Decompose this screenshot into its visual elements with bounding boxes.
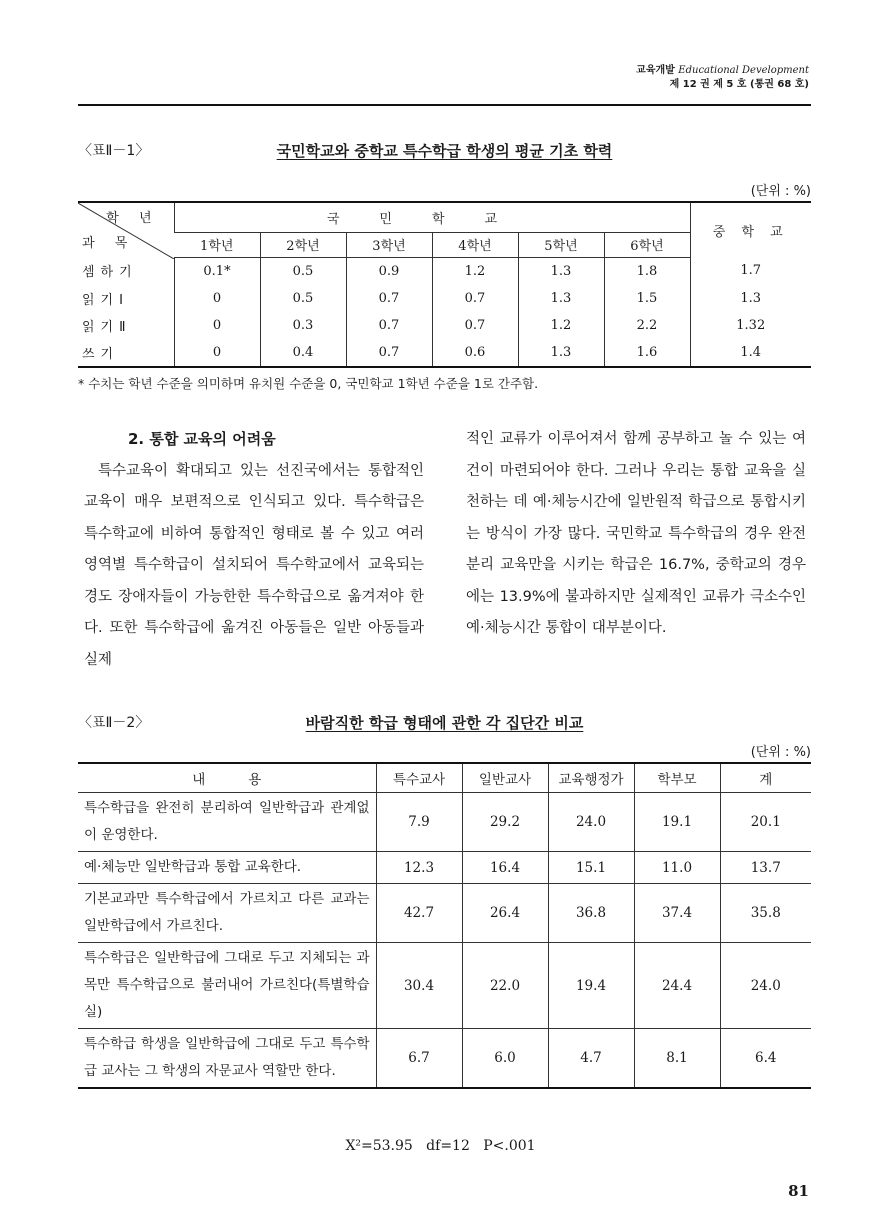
body-paragraph: 특수교육이 확대되고 있는 선진국에서는 통합적인 교육이 매우 보편적으로 인식되고 있다. 특수학급은 특수학교에 비하여 통합적인 형태로 볼 수 있고 여러 영역별 특수학급이 설치되어 특수학교에서 교육되는 경도 장애자들이 가능한한 특수학급으로 옮겨져야 한다. 또한 특수학급에 옮겨진 아동들은 일반 아동들과 실제 [84, 462, 424, 668]
journal-title-ko: 교육개발 [636, 65, 675, 76]
table2 [78, 762, 811, 1089]
table-row [78, 312, 811, 339]
running-head [509, 64, 809, 92]
value-cell: 12.3 [376, 852, 462, 884]
table-row [78, 884, 811, 943]
region-elementary-header: 국민학교 [174, 202, 690, 232]
value-cell: 0.5 [260, 285, 346, 312]
value-cell: 0 [174, 285, 260, 312]
value-cell: 37.4 [634, 884, 720, 943]
value-cell: 26.4 [462, 884, 548, 943]
corner-subject-label: 과 목 [82, 236, 136, 251]
value-cell: 4.7 [548, 1029, 634, 1089]
content-cell: 예·체능만 일반학급과 통합 교육한다. [78, 852, 376, 884]
table-row [78, 793, 811, 852]
table-row [78, 339, 811, 367]
value-cell: 1.3 [518, 339, 604, 367]
header-general-teacher: 일반교사 [462, 763, 548, 793]
grade-header: 1학년 [174, 232, 260, 257]
grade-header: 3학년 [346, 232, 432, 257]
table2-unit: (단위 : %) [750, 745, 811, 760]
value-cell: 1.32 [690, 312, 811, 339]
value-cell: 0.3 [260, 312, 346, 339]
content-cell: 특수학급을 완전히 분리하여 일반학급과 관계없이 운영한다. [78, 793, 376, 852]
value-cell: 1.8 [604, 257, 690, 285]
table-row [78, 257, 811, 285]
value-cell: 19.4 [548, 943, 634, 1029]
table2-label: 〈표Ⅱ－2〉 [78, 715, 150, 731]
table-row [78, 1029, 811, 1089]
table1 [78, 201, 811, 368]
content-cell: 특수학급 학생을 일반학급에 그대로 두고 특수학급 교사는 그 학생의 자문교사 역할만 한다. [78, 1029, 376, 1089]
value-cell: 1.4 [690, 339, 811, 367]
subject-cell: 쓰기 [78, 339, 174, 367]
value-cell: 24.0 [548, 793, 634, 852]
grade-header: 2학년 [260, 232, 346, 257]
body-column-left [84, 424, 424, 676]
body-column-right [466, 424, 806, 645]
value-cell: 1.2 [518, 312, 604, 339]
value-cell: 0.7 [432, 312, 518, 339]
chi-square-statistic: X²=53.95 df=12 P<.001 [345, 1138, 536, 1154]
value-cell: 19.1 [634, 793, 720, 852]
table1-caption [78, 140, 811, 164]
value-cell: 0.7 [346, 285, 432, 312]
grade-header: 6학년 [604, 232, 690, 257]
value-cell: 6.4 [720, 1029, 811, 1089]
value-cell: 0.7 [432, 285, 518, 312]
value-cell: 42.7 [376, 884, 462, 943]
value-cell: 0.1* [174, 257, 260, 285]
journal-title-en: Educational Development [678, 65, 809, 76]
region-middle-header: 중 학 교 [690, 202, 811, 257]
table-row [78, 943, 811, 1029]
value-cell: 22.0 [462, 943, 548, 1029]
value-cell: 11.0 [634, 852, 720, 884]
value-cell: 1.2 [432, 257, 518, 285]
value-cell: 29.2 [462, 793, 548, 852]
value-cell: 2.2 [604, 312, 690, 339]
value-cell: 24.0 [720, 943, 811, 1029]
value-cell: 1.7 [690, 257, 811, 285]
value-cell: 35.8 [720, 884, 811, 943]
value-cell: 0 [174, 312, 260, 339]
grade-header: 4학년 [432, 232, 518, 257]
value-cell: 1.3 [518, 257, 604, 285]
table1-footnote: * 수치는 학년 수준을 의미하며 유치원 수준을 0, 국민학교 1학년 수준을 1로 간주함. [78, 376, 539, 391]
value-cell: 0 [174, 339, 260, 367]
table1-title: 국민학교와 중학교 특수학급 학생의 평균 기초 학력 [276, 142, 613, 160]
header-total: 계 [720, 763, 811, 793]
table-row [78, 852, 811, 884]
subject-cell: 읽기Ⅰ [82, 292, 129, 308]
section-heading: 2. 통합 교육의 어려움 [128, 430, 276, 448]
header-special-teacher: 특수교사 [376, 763, 462, 793]
header-rule [78, 104, 811, 106]
value-cell: 0.7 [346, 312, 432, 339]
value-cell: 0.4 [260, 339, 346, 367]
header-parent: 학부모 [634, 763, 720, 793]
value-cell: 0.9 [346, 257, 432, 285]
value-cell: 0.7 [346, 339, 432, 367]
table2-title: 바람직한 학급 형태에 관한 각 집단간 비교 [305, 714, 584, 732]
content-cell: 특수학급은 일반학급에 그대로 두고 지체되는 과목만 특수학급으로 불러내어 가르친다(특별학습실) [78, 943, 376, 1029]
value-cell: 20.1 [720, 793, 811, 852]
value-cell: 13.7 [720, 852, 811, 884]
content-cell: 기본교과만 특수학급에서 가르치고 다른 교과는 일반학급에서 가르친다. [78, 884, 376, 943]
table-row [78, 285, 811, 312]
value-cell: 6.7 [376, 1029, 462, 1089]
subject-cell: 읽기Ⅱ [82, 319, 132, 335]
value-cell: 0.5 [260, 257, 346, 285]
table1-label: 〈표Ⅱ－1〉 [78, 143, 150, 159]
page-number: 81 [788, 1182, 809, 1200]
value-cell: 7.9 [376, 793, 462, 852]
value-cell: 30.4 [376, 943, 462, 1029]
value-cell: 0.6 [432, 339, 518, 367]
value-cell: 8.1 [634, 1029, 720, 1089]
value-cell: 6.0 [462, 1029, 548, 1089]
value-cell: 36.8 [548, 884, 634, 943]
value-cell: 15.1 [548, 852, 634, 884]
header-administrator: 교육행정가 [548, 763, 634, 793]
value-cell: 1.3 [518, 285, 604, 312]
value-cell: 24.4 [634, 943, 720, 1029]
body-paragraph: 적인 교류가 이루어져서 함께 공부하고 놀 수 있는 여건이 마련되어야 한다. 그러나 우리는 통합 교육을 실천하는 데 예·체능시간에 일반원적 학급으로 통합시키는 방식이 가장 많다. 국민학교 특수학급의 경우 완전 분리 교육만을 시키는 학급은 16.7%, 중학교의 경우에는 13.9%에 불과하지만 실제적인 교류가 극소수인 예·체능시간 통합이 대부분이다. [466, 431, 806, 636]
table1-unit: (단위 : %) [750, 184, 811, 199]
corner-grade-label: 학 년 [106, 211, 160, 226]
grade-header: 5학년 [518, 232, 604, 257]
value-cell: 16.4 [462, 852, 548, 884]
issue-info: 제 12 권 제 5 호 (통권 68 호) [669, 79, 809, 90]
value-cell: 1.5 [604, 285, 690, 312]
value-cell: 1.3 [690, 285, 811, 312]
subject-cell: 셈하기 [82, 265, 138, 281]
table2-caption [78, 712, 811, 736]
header-content: 내 용 [78, 763, 376, 793]
value-cell: 1.6 [604, 339, 690, 367]
table1-corner-cell [78, 202, 174, 257]
